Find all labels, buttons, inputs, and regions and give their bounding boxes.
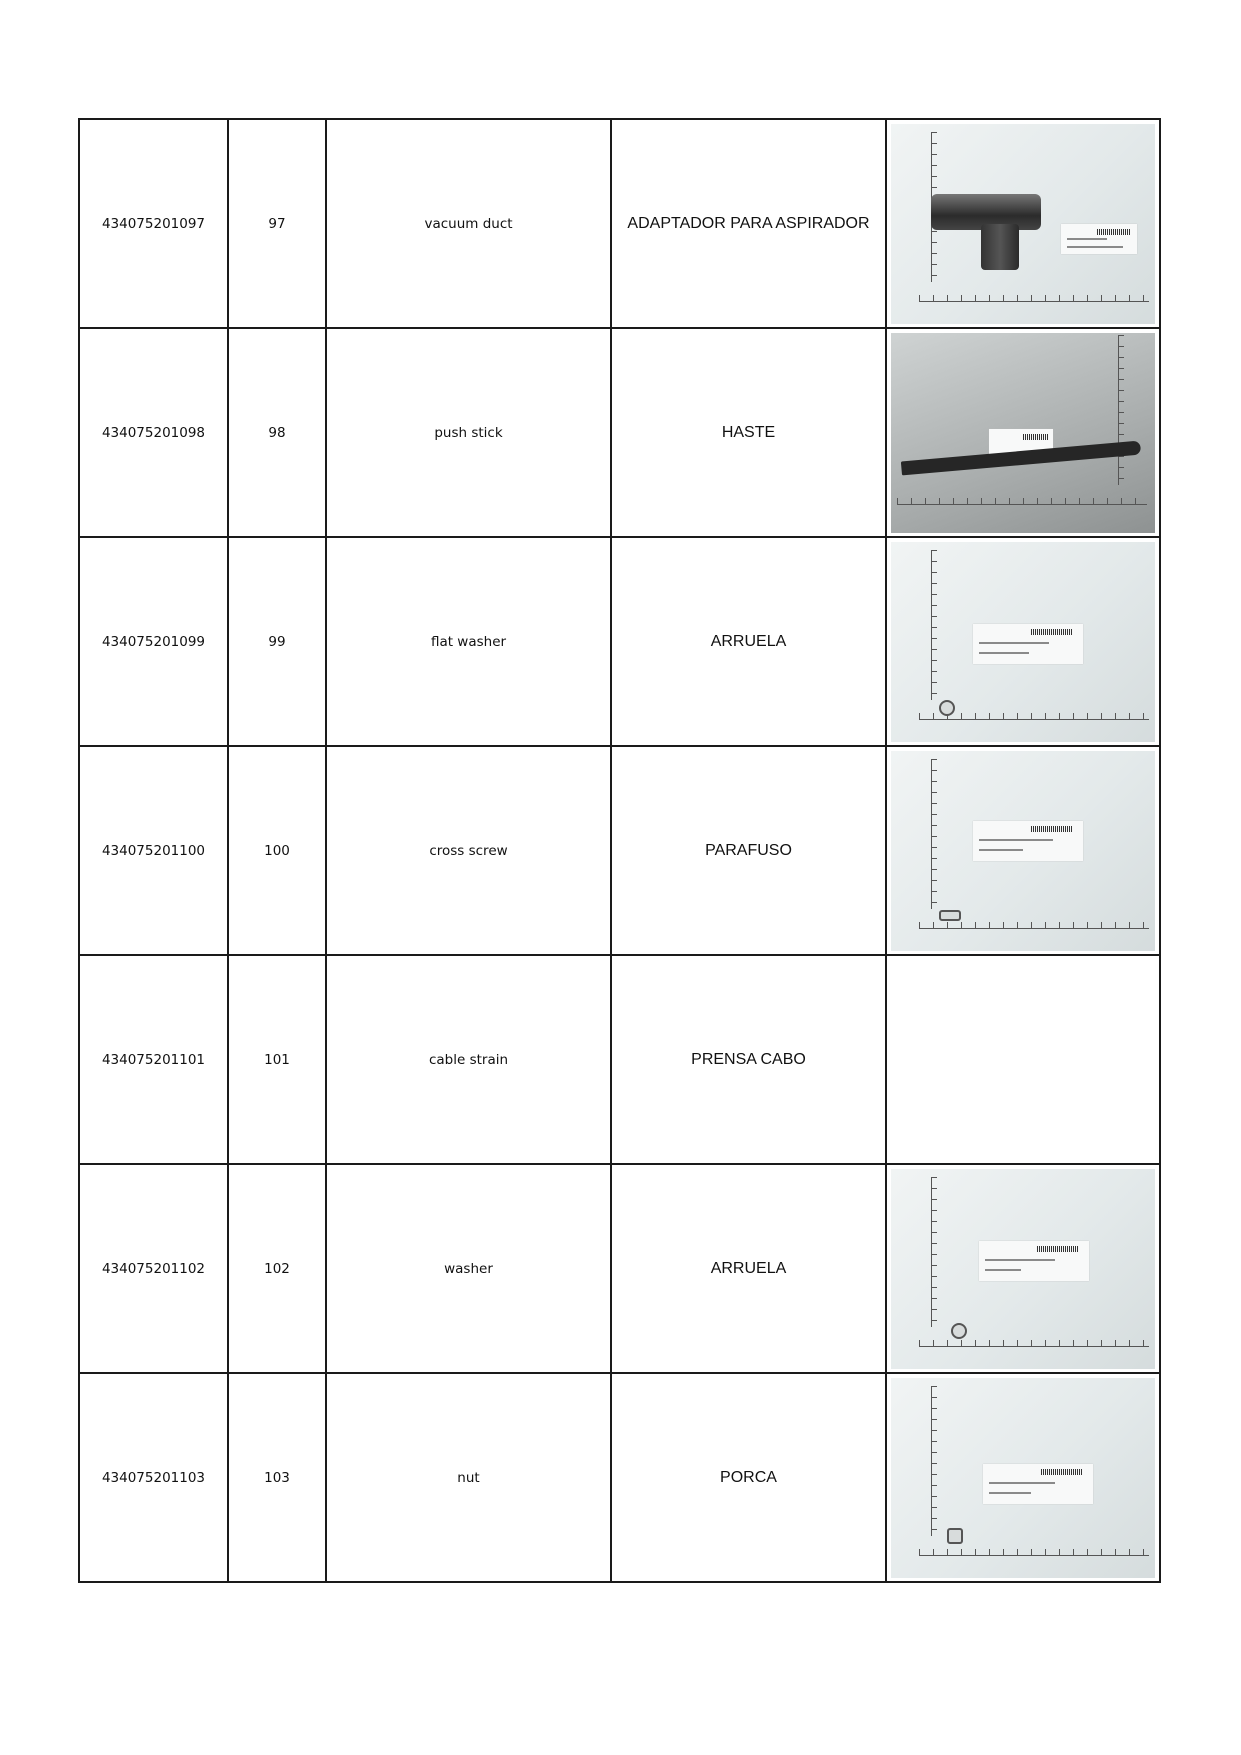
part-code: 434075201101: [79, 955, 228, 1164]
position-number: 99: [228, 537, 326, 746]
photo-cell: [886, 328, 1160, 537]
part-code: 434075201098: [79, 328, 228, 537]
label-card: [1061, 224, 1137, 254]
table-row: [79, 1373, 1160, 1582]
barcode: [1097, 229, 1131, 235]
part-code: 434075201099: [79, 537, 228, 746]
duct-outlet: [981, 224, 1019, 270]
label-card: [973, 624, 1083, 664]
part-code: 434075201097: [79, 119, 228, 328]
position-number: 97: [228, 119, 326, 328]
ruler-vertical: [931, 550, 944, 700]
table-row: [79, 955, 1160, 1164]
english-description: flat washer: [326, 537, 611, 746]
ruler-vertical: [931, 1386, 944, 1536]
position-number: 100: [228, 746, 326, 955]
barcode: [1041, 1469, 1083, 1475]
english-description: cable strain: [326, 955, 611, 1164]
photo-cell: [886, 119, 1160, 328]
barcode: [1031, 629, 1073, 635]
parts-table: [78, 118, 1161, 1583]
english-description: nut: [326, 1373, 611, 1582]
barcode: [1023, 434, 1049, 440]
ruler-horizontal: [919, 1543, 1149, 1556]
label-card: [979, 1241, 1089, 1281]
vacuum-duct-photo: [891, 124, 1155, 324]
english-description: vacuum duct: [326, 119, 611, 328]
table-row: [79, 328, 1160, 537]
english-description: push stick: [326, 328, 611, 537]
cross-screw-photo: [891, 751, 1155, 951]
washer-part: [939, 700, 955, 716]
part-code: 434075201100: [79, 746, 228, 955]
barcode: [1031, 826, 1073, 832]
position-number: 101: [228, 955, 326, 1164]
label-card: [983, 1464, 1093, 1504]
position-number: 98: [228, 328, 326, 537]
english-description: cross screw: [326, 746, 611, 955]
washer-photo: [891, 1169, 1155, 1369]
portuguese-description: ARRUELA: [611, 537, 886, 746]
screw-part: [939, 910, 961, 921]
photo-cell: [886, 1164, 1160, 1373]
table-row: [79, 537, 1160, 746]
table-row: [79, 119, 1160, 328]
ruler-vertical: [931, 759, 944, 909]
push-stick-photo: [891, 333, 1155, 533]
portuguese-description: HASTE: [611, 328, 886, 537]
portuguese-description: PORCA: [611, 1373, 886, 1582]
nut-part: [947, 1528, 963, 1544]
table-row: [79, 1164, 1160, 1373]
flat-washer-photo: [891, 542, 1155, 742]
ruler-horizontal: [919, 289, 1149, 302]
table-row: [79, 746, 1160, 955]
ruler-vertical: [1118, 335, 1131, 485]
position-number: 102: [228, 1164, 326, 1373]
label-card: [973, 821, 1083, 861]
portuguese-description: PARAFUSO: [611, 746, 886, 955]
ruler-vertical: [931, 1177, 944, 1327]
portuguese-description: ARRUELA: [611, 1164, 886, 1373]
part-code: 434075201102: [79, 1164, 228, 1373]
portuguese-description: ADAPTADOR PARA ASPIRADOR: [611, 119, 886, 328]
nut-photo: [891, 1378, 1155, 1578]
photo-cell-empty: [886, 955, 1160, 1164]
english-description: washer: [326, 1164, 611, 1373]
washer-part: [951, 1323, 967, 1339]
part-code: 434075201103: [79, 1373, 228, 1582]
ruler-horizontal: [897, 492, 1147, 505]
photo-cell: [886, 1373, 1160, 1582]
portuguese-description: PRENSA CABO: [611, 955, 886, 1164]
position-number: 103: [228, 1373, 326, 1582]
photo-cell: [886, 746, 1160, 955]
photo-cell: [886, 537, 1160, 746]
barcode: [1037, 1246, 1079, 1252]
